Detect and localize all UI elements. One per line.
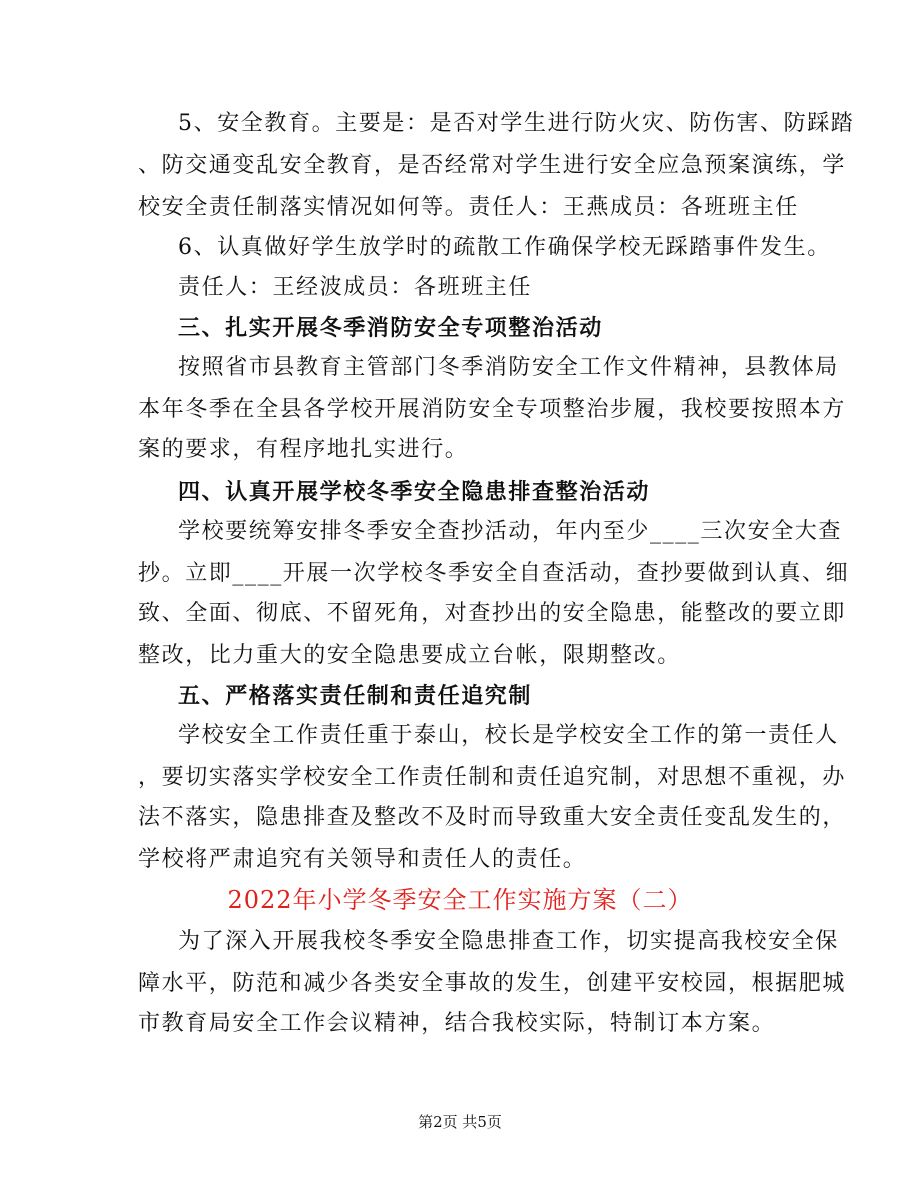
item5-line2: 、防交通变乱安全教育，是否经常对学生进行安全应急预案演练，学	[138, 153, 847, 178]
section3-line2: 本年冬季在全县各学校开展消防安全专项整治步履，我校要按照本方	[138, 397, 847, 422]
section5-line2: ，要切实落实学校安全工作责任制和责任追究制，对思想不重视，办	[138, 765, 847, 790]
section5-line1: 学校安全工作责任重于泰山，校长是学校安全工作的第一责任人	[178, 723, 839, 748]
section4-line4: 整改，比力重大的安全隐患要成立台帐，限期整改。	[138, 643, 681, 668]
section4-line3: 致、全面、彻底、不留死角，对查抄出的安全隐患，能整改的要立即	[138, 601, 847, 626]
section4-line1: 学校要统筹安排冬季安全查抄活动，年内至少____三次安全大查	[178, 519, 843, 544]
section5-heading: 五、严格落实责任制和责任追究制	[178, 683, 533, 709]
item5-line3: 校安全责任制落实情况如何等。责任人：王燕成员：各班班主任	[138, 195, 799, 220]
part2-line2: 障水平，防范和减少各类安全事故的发生，创建平安校园，根据肥城	[138, 971, 847, 996]
section4-heading: 四、认真开展学校冬季安全隐患排查整治活动	[178, 479, 651, 505]
section3-line3: 案的要求，有程序地扎实进行。	[138, 437, 469, 462]
page-number-footer: 第2页 共5页	[418, 1113, 502, 1131]
item5-line1: 5、安全教育。主要是：是否对学生进行防火灾、防伤害、防踩踏	[178, 111, 855, 136]
part2-title: 2022年小学冬季安全工作实施方案（二）	[227, 886, 693, 914]
section5-line4: 学校将严肃追究有关领导和责任人的责任。	[138, 847, 587, 872]
section3-heading: 三、扎实开展冬季消防安全专项整治活动	[178, 315, 603, 341]
section3-line1: 按照省市县教育主管部门冬季消防安全工作文件精神，县教体局	[178, 355, 839, 380]
section4-line2: 抄。立即____开展一次学校冬季安全自查活动，查抄要做到认真、细	[138, 561, 850, 586]
item6-line2: 责任人：王经波成员：各班班主任	[178, 275, 533, 300]
part2-line3: 市教育局安全工作会议精神，结合我校实际，特制订本方案。	[138, 1011, 776, 1036]
item6-line1: 6、认真做好学生放学时的疏散工作确保学校无踩踏事件发生。	[178, 235, 831, 260]
part2-line1: 为了深入开展我校冬季安全隐患排查工作，切实提高我校安全保	[178, 929, 839, 954]
section5-line3: 法不落实，隐患排查及整改不及时而导致重大安全责任变乱发生的，	[138, 805, 847, 830]
